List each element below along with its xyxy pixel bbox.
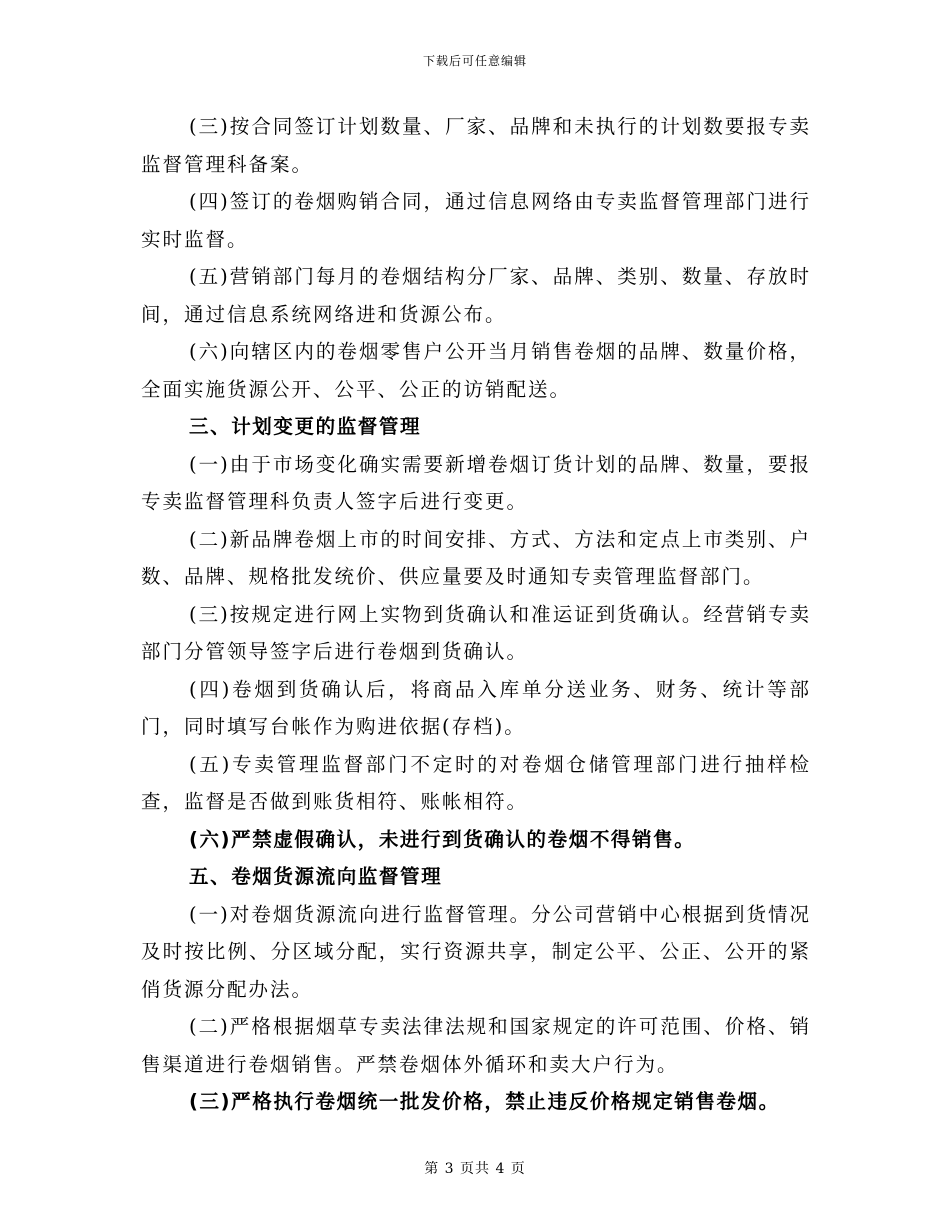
paragraph: (六)向辖区内的卷烟零售户公开当月销售卷烟的品牌、数量价格，全面实施货源公开、公平、公正的访销配送。 xyxy=(141,340,811,401)
paragraph: (三)按规定进行网上实物到货确认和准运证到货确认。经营销专卖部门分管领导签字后进行卷烟到货确认。 xyxy=(141,602,811,663)
paragraph: (一)对卷烟货源流向进行监督管理。分公司营销中心根据到货情况及时按比例、分区域分配，实行资源共享，制定公平、公正、公开的紧俏货源分配办法。 xyxy=(141,902,811,1001)
paragraph: (四)卷烟到货确认后，将商品入库单分送业务、财务、统计等部门，同时填写台帐作为购进依据(存档)。 xyxy=(141,677,811,738)
paragraph: (五)营销部门每月的卷烟结构分厂家、品牌、类别、数量、存放时间，通过信息系统网络进和货源公布。 xyxy=(141,265,811,326)
paragraph: (三)按合同签订计划数量、厂家、品牌和未执行的计划数要报专卖监督管理科备案。 xyxy=(141,115,811,176)
page-header: 下载后可任意编辑 xyxy=(422,54,527,68)
bold-paragraph: (三)严格执行卷烟统一批发价格，禁止违反价格规定销售卷烟。 xyxy=(189,1090,780,1113)
paragraph: (二)严格根据烟草专卖法律法规和国家规定的许可范围、价格、销售渠道进行卷烟销售。严禁卷烟体外循环和卖大户行为。 xyxy=(141,1015,811,1076)
page-footer: 第 3 页共 4 页 xyxy=(424,1161,526,1177)
paragraph: (五)专卖管理监督部门不定时的对卷烟仓储管理部门进行抽样检查，监督是否做到账货相符、账帐相符。 xyxy=(141,752,811,813)
paragraph: (二)新品牌卷烟上市的时间安排、方式、方法和定点上市类别、户数、品牌、规格批发统价、供应量要及时通知专卖管理监督部门。 xyxy=(141,527,811,588)
section-heading: 三、计划变更的监督管理 xyxy=(189,415,422,438)
bold-paragraph: (六)严禁虚假确认，未进行到货确认的卷烟不得销售。 xyxy=(189,827,696,851)
document-body xyxy=(141,108,811,1121)
section-heading: 五、卷烟货源流向监督管理 xyxy=(189,865,443,888)
paragraph: (一)由于市场变化确实需要新增卷烟订货计划的品牌、数量，要报专卖监督管理科负责人签字后进行变更。 xyxy=(141,452,811,513)
paragraph: (四)签订的卷烟购销合同，通过信息网络由专卖监督管理部门进行实时监督。 xyxy=(141,190,811,251)
